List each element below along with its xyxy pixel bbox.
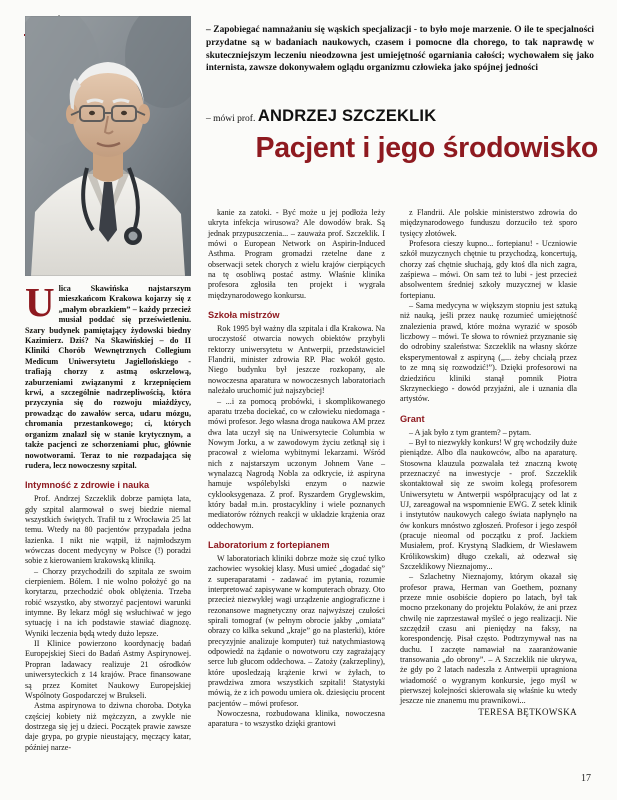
body-paragraph: z Flandrii. Ale polskie ministerstwo zdrowia do międzynarodowego funduszu dorzuciło też sporo tysięcy złotówek. xyxy=(400,208,577,238)
body-paragraph: Prof. Andrzej Szczeklik dobrze pamięta lata, gdy szpital alarmował o swej biedzie niemal wszystkich świętych. Trafił tu z Wrocławia 25 lat temu. Wtedy na 80 pacjentów przypadała jedna łazienka. I nikt nie wątpił, iż najmłodszym wówczas docent medycyny w Polsce (!) poradzi sobie z kierowaniem krakowską kliniką. xyxy=(25,494,191,566)
author-signature: TERESA BĘTKOWSKA xyxy=(478,706,577,717)
subhead-health-science: Intymność z zdrowie i nauka xyxy=(25,480,150,491)
column-one xyxy=(25,279,191,753)
body-paragraph: – Był to niezwykły konkurs! W grę wchodziły duże pieniądze. Albo dla naukowców, albo na aparaturę. Stosowna klauzula pozwalała też znaczną kwotę przeznaczyć na inwestycje - prof. Szczeklik skontaktował się ze swoim kolegą profesorem Uniwersytetu w Antwerpii współpracujący od lat z UJ, zareagował na wspomnienie EWG. Z setek klinik i instytutów naukowych całego świata napłynęło na ów konkurs mnóstwo zgłoszeń. Profesor i jego zespół (pracuje nieomal od początku z prof. Jackiem Musiałem, prof. Krystyną Sladkiem, dr Wiesławem Królikowskim) długo czekali, aż odezwał się Szczeklikowy Nieznajomy... xyxy=(400,437,577,571)
byline-name: ANDRZEJ SZCZEKLIK xyxy=(257,107,437,125)
body-paragraph: – Szlachetny Nieznajomy, którym okazał się profesor prawa, Herman van Goethem, poznany przeze mnie osobiście dopiero po latach, był tak mocno przekonany do projektu Polaków, że ani przez chwilę nie zaprzestawał myśleć o jego realizacji. Nie szczędził czasu ani pieniędzy na faksy, na korespondencję. Pisał często. Podtrzymywał nas na duchu. I zaczęte namawiał na zaaranżowanie transowania „do obrony”. – A Szczeklik nie ukrywa, że gdy po 2 latach nadeszła z Antwerpii upragniona wiadomość o wygranym konkursie, jego myśl w pierwszej kolejności skierowała się właśnie ku wtedy jeszcze nie znanemu mu prawnikowi... xyxy=(400,572,577,706)
intro-paragraph xyxy=(25,279,191,471)
column-three xyxy=(400,208,577,717)
byline xyxy=(206,107,594,126)
body-paragraph: W laboratoriach kliniki dobrze może się czuć tylko zachowiec wysokiej klasy. Musi umieć „dogadać się” z superaparatami - zadawać im pytania, rozumie interpretować zapisywane w komputerach obrazy. Oto przecież niezwykłej wagi urządzenie angiograficzne i rezonansowe magnetyczny oraz najwyższej czułości spirali tomograf (w pełnym obrocie jakby „omiata” obrazy co kilka sekund „kraje” go na plasterki), które precyzyjnie analizuje komputer) tuż natychmiastową odpowiedź na żądanie o nowotworu czy zagrażający serce lub głucom oddechowa. – Zatoży (zakrzepliny), które uposledzają krążenie krwi w żyłach, to prawdziwa zmora wszystkich szpitali! Statystyki mówią, że z ich powodu umiera ok. dziesięciu procent pacjentów – mówi profesor. xyxy=(208,553,385,708)
body-paragraph: kanie za zatoki. - Być może u jej podłoża leży ukryta infekcja wirusowa? Ale dowodów brak. Są jednak przypuszczenia... – zauważa prof. Szczeklik. I mówi o European Network on Aspirin-Induced Asthma. Program gromadzi rzetelne dane z obserwacji setek chorych z wielu krajów cierpiących na tę osobliwą postać astmy. Właśnie klinika profesora zgłosiła ten projekt i wygrała międzynarodowego konkursu. xyxy=(208,208,385,300)
intro-text: lica Skawińska najstarszym mieszkańcom Krakowa kojarzy się z „małym obrazkiem” – każdy przecież musiał poddać się prześwietleniu. Szary budynek pamiętający żydowski biedny Kazimierz. Dziś? Na Skawińskiej – do II Kliniki Chorób Wewnętrznych Collegium Medicum Uniwersytetu Jagiellońskiego - trafiają chorzy z astmą oskrzelową, zaburzeniami związanymi z krzepnięciem krwi, a szczególnie nadrzepliwością, która przyczynia się do rozwoju miażdżycy, prowadząc do zawałów serca, udaru mózgu, chromania przestankowego; ci, których organizm znalazł się w stanie krytycznym, a także pacjenci ze schorzeniami płuc, głównie nowotworami. Teraz to nie rozpadająca się rudera, lecz nowoczesny szpital. xyxy=(25,284,191,470)
body-paragraph: – Sama medycyna w większym stopniu jest sztuką niż nauką, jeśli przez naukę rozumieć umiejętność znalezienia prawd, które można wyrazić w sposób liczbowy – mówi. Te słowa to również przyznanie się do odrobiny szaleństwa: Szczeklik na własny skórze eksperymentował z aspiryną (,,... żeby chciałą przez to ze mną się rozwodzić!”). Dzięki profesorowi na dziedzińcu kliniki stanął pomnik Piotra Skrzyneckiego - dowód przyjaźni, ale i uznania dla artystów. xyxy=(400,301,577,404)
body-paragraph: Astma aspirynowa to dziwna choroba. Dotyka częściej kobiety niż mężczyzn, a zwykle nie dostrzega się jej u dzieci. Początek prawie zawsze daje grypa, po grypie nieustający, męczący katar, później narze- xyxy=(25,701,191,752)
subhead-grant: Grant xyxy=(400,413,425,424)
subhead-laboratory-piano: Laboratorium z fortepianem xyxy=(208,539,330,550)
body-paragraph: – ...i za pomocą probówki, i skomplikowanego aparatu trzeba dociekać, co w człowieku niedomaga - mówi profesor. Jego własna droga naukowa AM przez dwa lata uczył się na Uniwersytecie Columbia w Nowym Jorku, a w zawodowym życiu zetknął się i pracował z wieloma wybitnymi lekarzami. Wśród nich z najstarszym uczonym Johnem Vane – wynalazcą Nagrodą Nobla za odkrycie, iż aspiryna hamuje wspólebylski enzym o nazwie cyklooksygenaza. Z prof. Ryszardem Gryglewskim, który badał m.in. prostacykliny i wiele poznanych mediatorów różnych reakcji w układzie krążenia oraz oddechowym. xyxy=(208,396,385,530)
body-paragraph: Nowoczesna, rozbudowana klinika, nowoczesna aparatura - to wszystko dzięki grantowi xyxy=(208,709,385,729)
page-number: 17 xyxy=(581,773,591,784)
body-paragraph: II Klinice powierzono koordynację badań Europejskiej Sieci do Badań Astmy Aspirynowej. Propran ladawacy realizuje 21 ośrodków uniwersyteckich z 14 krajów. Prace finansowane są przez Komitet Naukowy Europejskiej Wspólnoty Gospodarczej w Brukseli. xyxy=(25,639,191,700)
portrait-photo xyxy=(25,16,191,276)
body-paragraph: – Chorzy przychodzili do szpitala ze swoim cierpieniem. Bólem. I nie wolno położyć go na korytarzu, przechodzić obok oblężenia. Trzeba robić wszystko, aby stworzyć pacjentowi warunki intymne. By lekarz mógł się wsłuchiwać w jego sytuację i na ich podstawie stawiać diagnozę. Wyniki leczenia będą wtedy dużo lepsze. xyxy=(25,566,191,638)
body-paragraph: Rok 1995 był ważny dla szpitala i dla Krakowa. Na uroczystość otwarcia nowych obiektów przybyli rektorzy uniwersytetu w Antwerpii, przedstawiciel Flandrii, minister zdrowia RP. Płac wokół gęsto. Niego budynku był jeszcze rozkopany, ale nowoczesna aparatura w nowoczesnych laboratoriach należało uruchomić już najszybciej! xyxy=(208,324,385,396)
portrait-illustration xyxy=(25,16,191,276)
body-paragraph: Profesora cieszy kupno... fortepianu! - Uczniowie szkół muzycznych chętnie tu przychodzą, koncertują, chorzy zaś chętnie słuchają, gdy ktoś dla nich zagra, zaśpiewa – mówi. On sam też to lubi - jest przecież absolwentem średniej szkoły muzycznej w klasie fortepianu. xyxy=(400,239,577,300)
column-two xyxy=(208,208,385,730)
page-title: Pacjent i jego środowisko xyxy=(255,132,598,164)
drop-cap: U xyxy=(25,279,55,325)
subhead-masters-school: Szkoła mistrzów xyxy=(208,310,280,321)
body-paragraph: – A jak było z tym grantem? – pytam. xyxy=(409,427,532,437)
lede-paragraph: – Zapobiegać namnażaniu się wąskich specjalizacji - to było moje marzenie. O ile te specjalności przydatne są w badaniach naukowych, czasem i pomocne dla chorego, to tak naprawdę w skuteczniejszym leczeniu nieodzowna jest umiejętność ogarniania całości; wychowałem się jako internista, zawsze dokonywałem oglądu organizmu człowieka jako spójnej jedności xyxy=(206,25,594,74)
byline-prefix: – mówi prof. xyxy=(206,114,256,124)
